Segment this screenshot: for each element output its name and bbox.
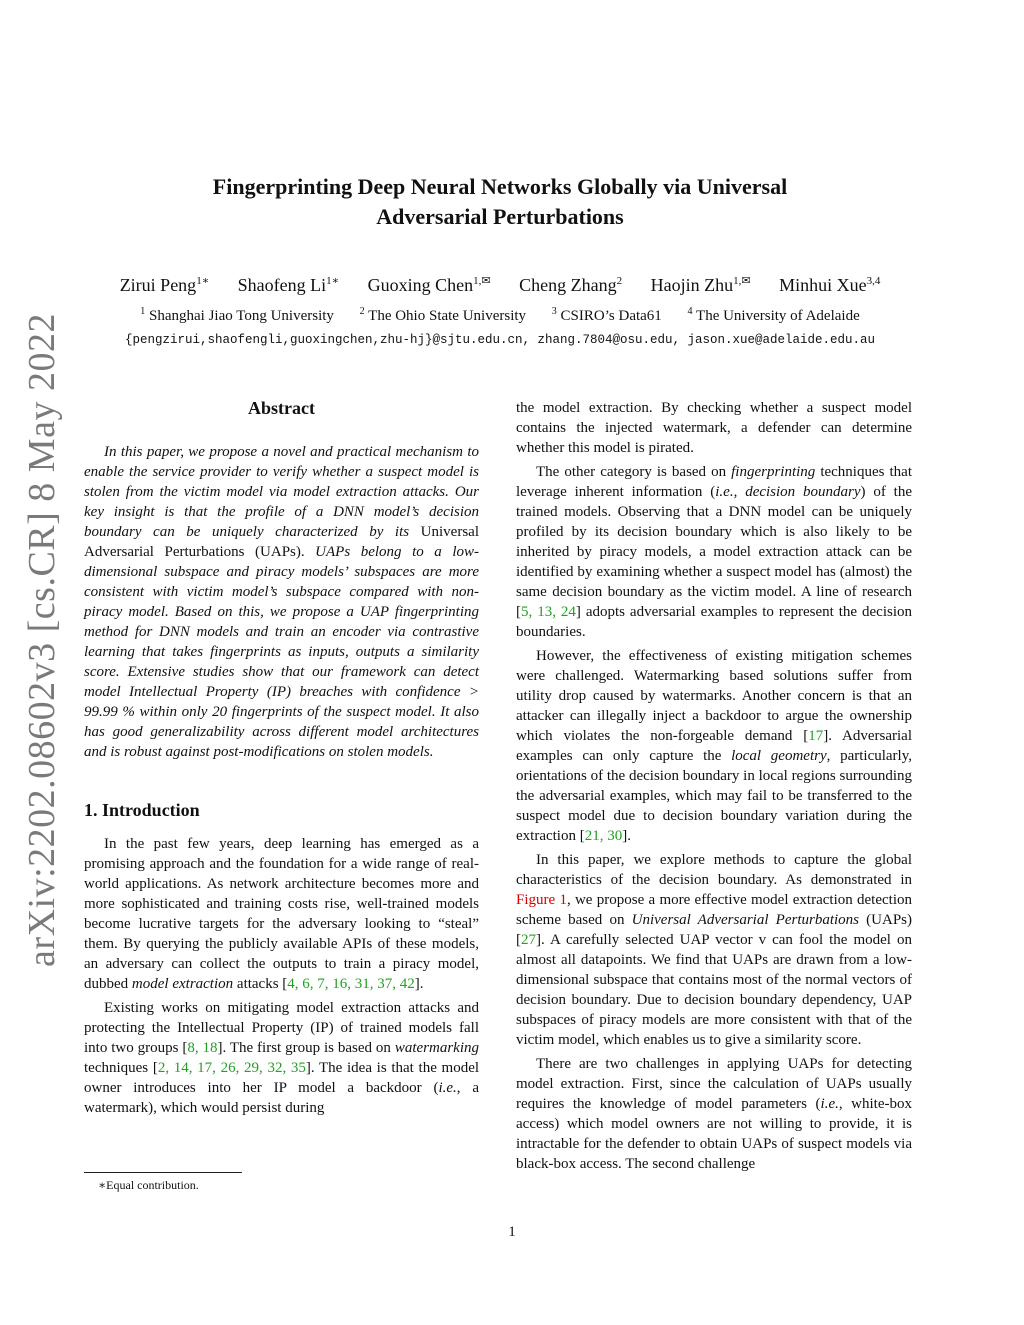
- body-paragraph: However, the effectiveness of existing mitigation schemes were challenged. Watermarking based solutions suffer from utility drop caused by watermarks. Another concern is that an attacker can illegally inject a backdoor to argue the ownership which violates the non-forgeable demand [17]. Adversarial examples can only capture the local geometry, particularly, orientations of the decision boundary in local regions surrounding the adversarial examples, which may fail to be transferred to the suspect model due to decision boundary variation during the extraction [21, 30].: [516, 648, 912, 844]
- author: [238, 275, 339, 295]
- title-line-2: Adversarial Perturbations: [376, 204, 624, 229]
- left-column: [84, 394, 479, 1122]
- author-affiliation-mark: 1∗: [196, 275, 210, 287]
- citation-link[interactable]: 5, 13, 24: [521, 604, 576, 620]
- author-affiliation-mark: 1∗: [326, 275, 340, 287]
- author-affiliation-mark: 3,4: [866, 275, 881, 287]
- author-affiliation-mark: 1,✉: [733, 275, 751, 287]
- affiliation: [140, 308, 334, 324]
- author-list: [60, 267, 940, 299]
- citation-link[interactable]: 27: [521, 932, 536, 948]
- section-heading-introduction: 1. Introduction: [84, 800, 200, 820]
- affiliation-mark: 3: [551, 306, 557, 317]
- citation-link[interactable]: 21, 30: [584, 828, 623, 844]
- affiliation-name: The Ohio State University: [368, 308, 527, 324]
- title-line-1: Fingerprinting Deep Neural Networks Globally via Universal: [212, 174, 788, 199]
- page-number: 1: [508, 1224, 516, 1240]
- author-affiliation-mark: 1,✉: [473, 275, 491, 287]
- affiliation-list: [60, 306, 940, 325]
- author-name: Minhui Xue: [779, 275, 867, 295]
- footnote: ∗Equal contribution.: [98, 1178, 199, 1192]
- footnote-rule: [84, 1172, 242, 1173]
- abstract-heading: Abstract: [248, 398, 315, 418]
- paper-title: [150, 172, 850, 232]
- figure-reference-link[interactable]: Figure 1: [516, 892, 567, 908]
- author-name: Zirui Peng: [119, 275, 197, 295]
- citation-link[interactable]: 8, 18: [187, 1040, 218, 1056]
- body-paragraph: There are two challenges in applying UAPs for detecting model extraction. First, since the calculation of UAPs usually requires the knowledge of model parameters (i.e., white-box access) which model owners are not willing to provide, it is intractable for the defender to obtain UAPs of suspect models via black-box access. The second challenge: [516, 1056, 912, 1172]
- author: [651, 275, 751, 295]
- author-name: Haojin Zhu: [650, 275, 734, 295]
- affiliation-name: The University of Adelaide: [696, 308, 860, 324]
- citation-link[interactable]: 17: [808, 728, 824, 744]
- author: [368, 275, 491, 295]
- affiliation: [688, 308, 860, 324]
- affiliation: [552, 308, 662, 324]
- affiliation-name: CSIRO’s Data61: [560, 308, 662, 324]
- citation-link[interactable]: 4, 6, 7, 16, 31, 37, 42: [287, 976, 415, 992]
- body-paragraph: the model extraction. By checking whether a suspect model contains the injected watermark, a defender can determine whether this model is pirated.: [516, 400, 912, 456]
- author: [779, 275, 880, 295]
- affiliation-mark: 2: [359, 306, 365, 317]
- affiliation-name: Shanghai Jiao Tong University: [149, 308, 334, 324]
- citation-link[interactable]: 2, 14, 17, 26, 29, 32, 35: [157, 1060, 306, 1076]
- author: [120, 275, 209, 295]
- intro-paragraph-1: In the past few years, deep learning has emerged as a promising approach and the foundation for a wide range of real-world applications. As network architecture becomes more and more sophisticated and training costs rise, well-trained models become lucrative targets for the adversary looking to “steal” them. By querying the publicly available APIs of these models, an adversary can collect the outputs to train a piracy model, dubbed model extraction attacks [4, 6, 7, 16, 31, 37, 42].: [84, 836, 479, 992]
- author-affiliation-mark: 2: [616, 275, 623, 287]
- author-emails: {pengzirui,shaofengli,guoxingchen,zhu-hj}@sjtu.edu.cn, zhang.7804@osu.edu, jason.xue@adelaide.edu.au: [124, 333, 876, 347]
- affiliation-mark: 4: [687, 306, 693, 317]
- affiliation: [360, 308, 526, 324]
- arxiv-stamp: arXiv:2202.08602v3 [cs.CR] 8 May 2022: [21, 313, 63, 967]
- body-paragraph: In this paper, we explore methods to capture the global characteristics of the decision boundary. As demonstrated in Figure 1, we propose a more effective model extraction detection scheme based on Universal Adversarial Perturbations (UAPs) [27]. A carefully selected UAP vector v can fool the model on almost all datapoints. We find that UAPs are drawn from a low-dimensional subspace that contains most of the normal vectors of decision boundary. Due to decision boundary dependency, UAP subspaces of piracy models are more consistent with that of the victim model, which enables us to give a similarity score.: [516, 852, 912, 1048]
- author: [519, 275, 622, 295]
- right-column: [516, 398, 912, 1178]
- author-name: Shaofeng Li: [237, 275, 327, 295]
- body-paragraph: The other category is based on fingerprinting techniques that leverage inherent information (i.e., decision boundary) of the trained models. Observing that a DNN model can be uniquely profiled by its decision boundary which is also likely to be inherited by piracy models, a model extraction attack can be identified by examining whether a suspect model has (almost) the same decision boundary as the victim model. A line of research [5, 13, 24] adopts adversarial examples to represent the decision boundaries.: [516, 464, 913, 640]
- intro-paragraph-2: Existing works on mitigating model extraction attacks and protecting the Intellectual Property (IP) of trained models fall into two groups [8, 18]. The first group is based on watermarking techniques [2, 14, 17, 26, 29, 32, 35]. The idea is that the model owner introduces into her IP model a backdoor (i.e., a watermark), which would persist during: [84, 1000, 480, 1116]
- author-name: Guoxing Chen: [367, 275, 474, 295]
- author-name: Cheng Zhang: [519, 275, 617, 295]
- affiliation-mark: 1: [140, 306, 146, 317]
- abstract-text: In this paper, we propose a novel and practical mechanism to enable the service provider to verify whether a suspect model is stolen from the victim model via model extraction attacks. Our key insight is that the profile of a DNN model’s decision boundary can be uniquely characterized by its Universal Adversarial Perturbations (UAPs). UAPs belong to a low-dimensional subspace and piracy models’ subspaces are more consistent with victim model’s subspace compared with non-piracy model. Based on this, we propose a UAP fingerprinting method for DNN models and train an encoder via contrastive learning that takes fingerprints as inputs, outputs a similarity score. Extensive studies show that our framework can detect model Intellectual Property (IP) breaches with confidence > 99.99 % within only 20 fingerprints of the suspect model. It also has good generalizability across different model architectures and is robust against post-modifications on stolen models.: [84, 444, 480, 760]
